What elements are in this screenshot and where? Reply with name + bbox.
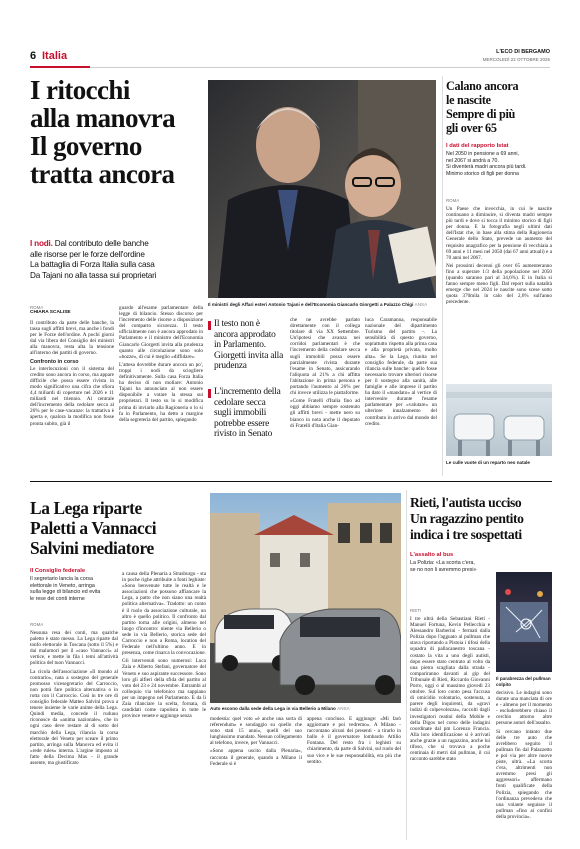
paragraph: I tre ultrà della Sebastiani Rieti - Manuel Fortuna, Kevin Pellecchia e Alessandro Barberini - fermati dalla Polizia dopo l'agguato al pullman che stava riportando a Pistoia i tifosi della squadra di pallacanestro toscana - costato la vita a uno degli autisti, dopo essere stato centrato al volto da una pietra scagliata dalla strada - compariranno davanti al gip del Tribunale di Rieti, Riccardo Giovanni Porro, oggi o al massimo giovedì 23 ottobre. Sul loro conto pesa l'accusa di omicidio volontario, sostenuta, a parere degli inquirenti, da «gravi indizi di colpevolezza», raccolti dagli investigatori reatini della Mobile e della Digos nel corso delle indagini coordinate dal pm Lorenzo Francia. Alla loro identificazione si è arrivati anche grazie a un ragazzino, anche lui tifoso, che si trovava a poche centinaia di metri dal pullman, il cui racconto sarebbe stato (410, 616, 490, 763)
side-body (446, 206, 552, 382)
pullquote-marker (208, 389, 211, 398)
lead-headline-line: tratta ancora (30, 159, 175, 189)
subheading: Confronto in corso (30, 358, 79, 365)
side-headline (446, 79, 552, 135)
rieti-headline-line: Un ragazzino pentito (410, 511, 524, 526)
side-deck-line: Si diventerà madri ancora più tardi. (446, 164, 527, 171)
lead-deck-line: alle risorse per le forze dell'ordine (30, 249, 145, 259)
pullquote-marker (208, 321, 211, 330)
header-rule (90, 67, 550, 68)
lega-deck-line: elettorale in Veneto, arringa (30, 582, 95, 589)
paragraph: appena concluso. E aggiunge: «Mi farò aggiornare e poi vedremo». A Milano - raccontano alcuni dei presenti - a tirarlo in ballo è il governatore lombardo Attilio Fontana. Del resto fra i leghisti su chiarimento, da parte di Salvini, sul ruolo del suo vice e le sue responsabilità, era più che sentito. (307, 716, 401, 765)
lega-headline-line: Paletti a Vannacci (30, 518, 157, 538)
paragraph: che ne avrebbe parlato direttamente con il collega titolare di via XX Settembre. Un'ipotesi che avanza nei corridoi parlamentari è che l'incremento della cedolare secca sugli immobili possa essere parzialmente rivista durante l'esame in Senato, assicurando l'aliquota al 21% a chi affitta l'abitazione in prima persona e portando l'aumento al 26% per chi invece utilizza le piattaforme. (290, 317, 360, 397)
header-rule-red (30, 66, 90, 68)
section-label: Italia (42, 50, 68, 62)
page-number: 6 (30, 50, 37, 62)
side-byline: ROMA (446, 198, 460, 203)
lega-column-2 (122, 571, 206, 838)
pullquote-1: Il testo non è ancora approdato in Parlamento. Giorgetti invita alla prudenza (214, 319, 284, 372)
side-headline-line: le nascite (446, 93, 491, 107)
lega-deck-line: sulla legge di bilancio ed evita (30, 589, 101, 596)
rieti-headline-line: Rieti, l'autista ucciso (410, 495, 522, 510)
side-deck (446, 151, 552, 177)
side-deck-line: Minimo storico di figli per donna (446, 170, 519, 177)
rieti-deck-line: se no non li avremmo presi» (410, 566, 477, 573)
paragraph: Le interlocuzioni con il sistema del credito sono ancora in corso, ma appare difficile che possa essere rivista in modo significativo una cifra che sfiora 4,4 miliardi di coperture nel 2026 e 11 miliardi nel triennio. Al centrale dell'incremento della cedolare secca al 26% per le case-vacanze: la trattativa è aperta e, qualora la modifica non fosse pronta subito, già il (30, 365, 114, 427)
rieti-byline: RIETI (410, 608, 422, 613)
lega-headline (30, 498, 200, 558)
byline-author: CHIARA SCALISE (30, 310, 71, 315)
lead-column-3 (290, 317, 360, 475)
section-divider (30, 481, 552, 482)
paragraph: La cicola dell'associazione «Il mondo al contrario», nata a sostegno del generale promosso vicesegretario del Carroccio, non potrà fare politica alternativa o in rotta con il Carroccio. Così in tre ore di consiglio federale Matteo Salvini prova a tenere insieme le varie anime della Lega. Quindi media, concede il ruduuu riconosce da «anima nazionale», che in ogni caso deve restare al di sotto del marchio della Lega, rilancia la corsa elettorale del Veneto per sceare il primo partito, arringa sulla Manovra ed evita il «rede rules» interna. L'argine imposto al fatto della Decima Mas - il grande assente, ma giustificato (30, 668, 118, 766)
column-divider (442, 76, 443, 476)
paragraph: guardo all'esame parlamentare della legge di bilancio. Stesso discorso per l'incremento delle risorse a disposizione del comparto sicurezza. Il testo ufficialmente non è ancora approdato in Parlamento e il ministro dell'Economia Giancarlo Giorgetti invita alla prudenza quanto alle circolazione sono solo «bozze», di cui è meglio «diffidare». (119, 305, 203, 360)
photo-credit: ANSA (337, 706, 350, 711)
side-photo-illustration (446, 384, 552, 456)
rieti-photo-caption: Il parabrezza del pullman colpito (496, 676, 551, 687)
lead-photo-illustration (208, 80, 436, 298)
lead-photo-caption (208, 302, 438, 307)
lead-headline-line: alla manovra (30, 103, 176, 133)
paragraph: Nessuna resa dei conti, ma qualche paletto è stato messo. La Lega riparte dal tonfo elettorale in Toscana (sotto il 5%) e dai malumori per il «caso Vannacci» al vertice, e mette in fila i temi all'attività politica del tuon Vannacci. (30, 630, 118, 667)
lega-deck (30, 576, 120, 603)
byline-place: ROMA (30, 305, 44, 310)
rieti-photo-illustration (496, 572, 552, 672)
lead-deck-line: Da Tajani no alla tassa sui proprietari (30, 270, 157, 280)
rieti-photo (496, 572, 552, 672)
lead-byline (30, 305, 115, 315)
lead-deck-line: Dal contributo delle banche (52, 239, 149, 248)
paragraph: decisivo. Le indagini sono durate una manciata di ore e - almeno per il momento - escluderebbero chiaso il cerchio attorno altre persone autori dell'assalto. (496, 690, 552, 727)
rieti-column-2 (496, 690, 552, 838)
side-kicker: I dati del rapporto Istat (446, 143, 509, 149)
lega-headline-line: La Lega riparte (30, 498, 142, 518)
lega-headline-line: Salvini mediatore (30, 538, 154, 558)
lega-column-3 (210, 716, 302, 838)
lega-kicker: Il Consiglio federale (30, 568, 86, 574)
side-deck-line: Nel 2050 in pensione a 69 anni, (446, 151, 519, 157)
column-divider (406, 490, 407, 840)
issue-date: MERCOLEDÌ 22 OTTOBRE 2025 (482, 57, 550, 62)
side-photo (446, 384, 552, 456)
pullquote-2: L'incremento della cedolare secca sugli immobili potrebbe essere rivisto in Senato (214, 387, 281, 440)
lead-photo (208, 80, 436, 298)
side-headline-line: Calano ancora (446, 79, 519, 93)
lead-column-4 (365, 317, 437, 475)
photo-credit: ANSA (414, 302, 428, 307)
lega-deck-line: le rese dei conti interne (30, 596, 85, 603)
rieti-deck (410, 560, 490, 573)
side-photo-caption: Le culle vuote di un reparto neo natale (446, 460, 530, 465)
lega-photo-caption (210, 706, 401, 711)
paragraph: Nei prossimi decenni gli over 65 aumenteranno fino a superare 1/3 della popolazione nel 2050 (quando saranno pari al 34,6%). E in Italia si fanno sempre meno figli. Dal report sulla natalità emerge che nel 2024 le nascite sono scese sotto quota 370mila in calo del 2,6% sull'anno precedente. (446, 262, 552, 306)
lead-headline-line: Il governo (30, 131, 142, 161)
caption-text: Auto escono dalla sede della Lega in via Bellerio a Milano (210, 706, 336, 711)
lega-column-1 (30, 630, 118, 838)
newspaper-name: L'ECO DI BERGAMO (496, 49, 550, 55)
paragraph: Gli intervenuti sono numerosi: Luca Zaia e Alberto Stefani, governatore del Veneto e suo aspirante successore. Sono loro gli alfieri della sfida del partito al voto del 23 e 24 novembre. Entrambi al colloquio via telefonico ma sappiano per un impegno nel Parlamento. E da lì Zaia rilanciare la scelta, fornata, di candidati come capolista in tutte le province venete e aggiunge senza (122, 658, 206, 720)
lead-column-1 (30, 320, 114, 475)
paragraph: a causa della Plenaria a Strasburgo - sta in poche righe attribuite a fonti leghiste: «Sono benvenute tutte le realtà e le associazioni che possono affiancare la Lega, a patto che non siano una realtà politica alternativa». Tradotto: un conto è il ruolo da associazione culturale, un altro è quello politico. Il confronto dal partito torna alle origini, almeno nel luogo d'incontro: niente via Bellerio o sede in via Bellerio, storica sede del Carroccio e non a Roma, location del Federale nell'ultimo anno. E in presenza, come rinarca la convocazione. (122, 571, 206, 657)
lead-headline-line: I ritocchi (30, 75, 130, 105)
rieti-deck-line: La Polizia: «La scorta c'era, (410, 560, 475, 566)
lega-photo-illustration (210, 493, 401, 703)
rieti-kicker: L'assalto al bus (410, 552, 454, 558)
rieti-headline (410, 495, 555, 543)
side-headline-line: Sempre di più (446, 107, 516, 121)
lega-column-4 (307, 716, 401, 838)
lead-deck (30, 239, 208, 281)
lead-column-2 (119, 305, 203, 475)
lega-deck-line: Il segretario lancia la corsa (30, 576, 94, 582)
rieti-headline-line: indica i tre sospettati (410, 527, 522, 542)
paragraph: Il contributo da parte delle banche, la tassa sugli affitti brevi, ma anche i fondi per le Forze dell'ordine. A pochi giorni dal via libera del Consiglio dei ministri alla manovra, resta alta la tensione all'interno dei partiti di governo. (30, 320, 114, 357)
lead-deck-line: La battaglia di Forza Italia sulla casa (30, 260, 155, 270)
lega-photo (210, 493, 401, 703)
lead-kicker: I nodi. (30, 239, 53, 248)
paragraph: luca Caramanna, responsabile nazionale del dipartimento Turismo del partito -. La sensibilità di questo governo, soprattutto rispetto alla prima casa e alla proprietà privata, molto alta». Se la Lega, riunita nel consiglio federale, da parte sua rilancia sulle banche: quello fosse necessario trovare ulteriori risorse per il sostegno alla sanità, alle famiglie e alle imprese il partito ha dato il «mandato» al vertice di intervenire durante l'esame parlamentare per «valutare» un ulteriore innalzamento del contributo in arrivo dal mondo del credito. (365, 317, 437, 427)
paragraph: «Sono appena uscito dalla Plenaria», racconta il generale, quando a Milano il Federale si è (210, 748, 302, 767)
paragraph: L'attesa dovrebbe durare ancora un po', troppi i nodi da sciogliere definitivamente. Sulla casa Forza Italia ha deciso di non mollare: Antonio Tajani ha annunciato al non essere disponibile a votare la stessa sui proprietari. Il testo su lo si modifica prima di inviarlo alla Ragioneria o lo si fa in Parlamento, ha detto a margine della segreteria del partito, spiegando (119, 361, 203, 423)
paragraph: Un Paese che invecchia, in cui le nascite continuano a diminuire, si diventa madri sempre più tardi e dove si tocca il minimo storico di figli per donna. E la fotografia negli ultimi dati dell'Istat che, in base alla stima della Ragioneria Generale dello Stato, prevede un aumento del requisito anagrafico per la pensione di vecchiaia a 69 anni e 11 mesi nel 2050 (dai 67 anni attuali) e a 70 anni nel 2067. (446, 206, 552, 261)
side-deck-line: nel 2067 si andrà a 70. (446, 157, 499, 164)
paragraph: Si cercano intanto due delle tre auto che avrebbero seguito il pullman fin dal Palazzetto e poi via per altre nuove piste, ultrà. «La scorta c'era, altrimenti non avremmo presi gli aggressori» affermano fonti qualificate della Polizia, spiegando che l'ordinanza prevedeva che una volante seguisse il pullman «fino ai confini della provincia». (496, 728, 552, 820)
paragraph: «Come Fratelli d'Italia fino ad oggi abbiamo sempre sostenuto gli affitti brevi - mette nero su bianco in nota anche il deputato di Fratelli d'Italia Gian- (290, 398, 360, 429)
lega-byline: ROMA (30, 622, 44, 627)
lead-headline (30, 76, 205, 188)
rieti-column-1 (410, 616, 490, 838)
paragraph: modestia: quel voto «è anche una sorta di referendum» e sondaggio su quello che sono stati 15 anni», quelli del suo lunghissimo mandato. Nessun collegamento al telefono, invece, per Vannacci. (210, 716, 302, 747)
caption-text: Il ministri degli Affari esteri Antonio Tajani e dell'Economia Giancarlo Giorgetti a Palazzo Chigi (208, 302, 414, 307)
side-headline-line: gli over 65 (446, 121, 497, 135)
